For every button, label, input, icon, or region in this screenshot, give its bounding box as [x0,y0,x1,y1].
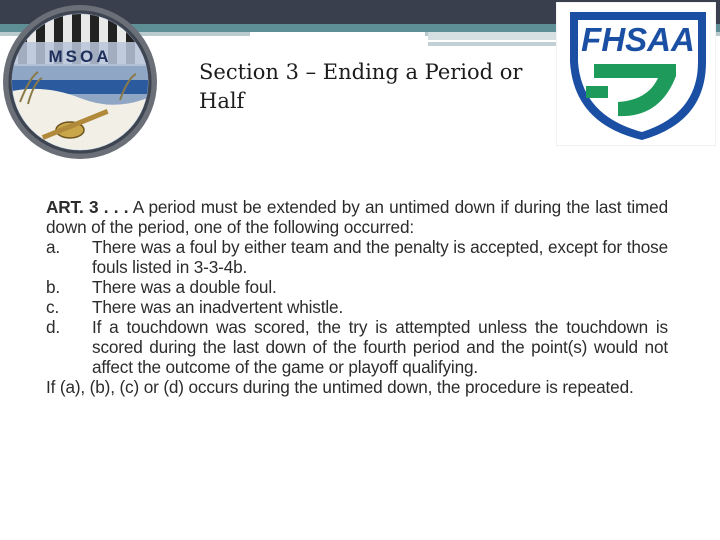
list-item [46,297,668,317]
list-item [46,277,668,297]
list-item-text: There was a foul by either team and the penalty is accepted, except for those fouls listed in 3-3-4b. [92,237,668,277]
banner-gap [250,32,425,50]
closing-paragraph: If (a), (b), (c) or (d) occurs during the untimed down, the procedure is repeated. [46,377,634,397]
msoa-seal-logo [0,2,160,162]
list-item-text: There was an inadvertent whistle. [92,297,344,317]
list-item [46,317,668,377]
banner-tick-line-2 [428,42,560,46]
list-item-letter: d. [46,317,61,337]
list-item-text: If a touchdown was scored, the try is attempted unless the touchdown is scored during the last down of the fourth period and the point(s) would not affect the outcome of the game or playoff qualifying. [92,317,668,377]
condition-list [46,237,668,377]
rule-intro-paragraph [46,197,668,237]
list-item-letter: a. [46,237,61,257]
banner-tick-line [428,32,560,40]
fhsaa-logo [556,2,716,146]
article-intro: A period must be extended by an untimed down if during the last timed down of the period, one of the following occurred: [46,197,668,237]
list-item-letter: b. [46,277,61,297]
rule-article-block [46,197,668,397]
seal-text: MSOA [48,47,112,66]
list-item-text: There was a double foul. [92,277,277,297]
list-item [46,237,668,277]
list-item-letter: c. [46,297,60,317]
fhsaa-logo-text: FHSAA [581,21,695,58]
slide-title: Section 3 – Ending a Period or Half [199,60,523,113]
article-label: ART. 3 . . . [46,197,129,217]
